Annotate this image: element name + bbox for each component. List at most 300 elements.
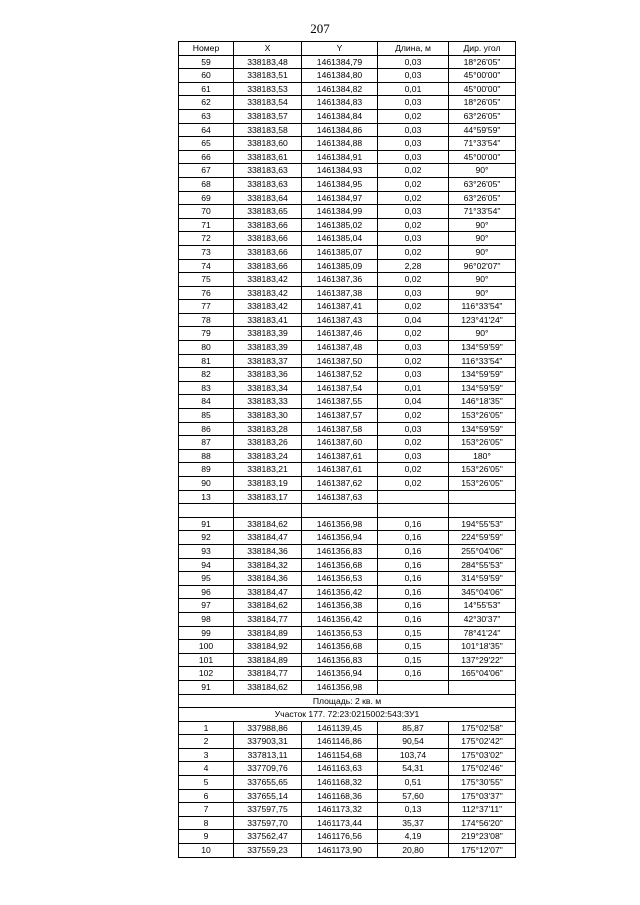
cell-direction-angle: 153°26'05" — [449, 436, 516, 450]
cell-number: 99 — [179, 626, 234, 640]
cell-direction-angle: 90° — [449, 232, 516, 246]
table-row — [179, 776, 516, 790]
cell-y: 1461387,62 — [302, 477, 378, 491]
cell-direction-angle: 116°33'54" — [449, 300, 516, 314]
cell-length: 20,80 — [378, 844, 449, 858]
table-row — [179, 96, 516, 110]
cell-length: 0,02 — [378, 218, 449, 232]
cell-x: 338184,62 — [234, 517, 302, 531]
cell-y: 1461385,09 — [302, 259, 378, 273]
cell-length: 4,19 — [378, 830, 449, 844]
table-row — [179, 327, 516, 341]
table-row — [179, 667, 516, 681]
cell-x: 338183,39 — [234, 327, 302, 341]
cell-length: 103,74 — [378, 748, 449, 762]
cell-y: 1461356,98 — [302, 680, 378, 694]
cell-x: 338183,42 — [234, 300, 302, 314]
cell-y: 1461173,90 — [302, 844, 378, 858]
cell-length: 0,03 — [378, 232, 449, 246]
cell-y: 1461356,42 — [302, 612, 378, 626]
cell-direction-angle: 90° — [449, 273, 516, 287]
cell-direction-angle: 174°56'20" — [449, 816, 516, 830]
cell-x: 338183,42 — [234, 286, 302, 300]
cell-length: 0,16 — [378, 667, 449, 681]
cell-x: 338183,66 — [234, 232, 302, 246]
table-row — [179, 82, 516, 96]
table-row — [179, 572, 516, 586]
cell-x: 338183,66 — [234, 245, 302, 259]
cell-y: 1461384,99 — [302, 205, 378, 219]
cell-direction-angle: 134°59'59" — [449, 422, 516, 436]
section-title: Участок 177. 72:23:0215002:543:ЗУ1 — [179, 708, 516, 722]
table-row — [179, 789, 516, 803]
cell-number: 76 — [179, 286, 234, 300]
cell-direction-angle — [449, 504, 516, 518]
cell-direction-angle: 314°59'59" — [449, 572, 516, 586]
cell-y: 1461384,93 — [302, 164, 378, 178]
cell-direction-angle: 146°18'35" — [449, 395, 516, 409]
cell-x: 338183,66 — [234, 259, 302, 273]
table-row — [179, 409, 516, 423]
cell-length: 0,02 — [378, 177, 449, 191]
cell-number: 9 — [179, 830, 234, 844]
cell-length: 0,03 — [378, 449, 449, 463]
cell-x: 338183,61 — [234, 150, 302, 164]
cell-length: 0,02 — [378, 300, 449, 314]
cell-y: 1461387,41 — [302, 300, 378, 314]
cell-y: 1461387,43 — [302, 313, 378, 327]
cell-y: 1461387,50 — [302, 354, 378, 368]
cell-x: 338184,77 — [234, 667, 302, 681]
cell-number: 13 — [179, 490, 234, 504]
cell-number: 89 — [179, 463, 234, 477]
cell-number: 61 — [179, 82, 234, 96]
cell-number: 102 — [179, 667, 234, 681]
cell-direction-angle: 175°02'46" — [449, 762, 516, 776]
cell-y: 1461387,36 — [302, 273, 378, 287]
cell-number: 87 — [179, 436, 234, 450]
header-length: Длина, м — [378, 42, 449, 56]
table-row — [179, 477, 516, 491]
cell-direction-angle: 44°59'59" — [449, 123, 516, 137]
cell-length: 0,02 — [378, 245, 449, 259]
cell-y: 1461387,63 — [302, 490, 378, 504]
cell-length: 54,31 — [378, 762, 449, 776]
cell-direction-angle: 134°59'59" — [449, 341, 516, 355]
cell-x: 338184,32 — [234, 558, 302, 572]
cell-length: 57,60 — [378, 789, 449, 803]
cell-length: 0,16 — [378, 558, 449, 572]
cell-direction-angle: 219°23'08" — [449, 830, 516, 844]
table-row — [179, 177, 516, 191]
cell-direction-angle: 180° — [449, 449, 516, 463]
cell-number: 88 — [179, 449, 234, 463]
cell-number: 8 — [179, 816, 234, 830]
cell-direction-angle: 90° — [449, 286, 516, 300]
cell-length: 0,03 — [378, 150, 449, 164]
cell-number: 79 — [179, 327, 234, 341]
cell-y: 1461356,42 — [302, 585, 378, 599]
table-row — [179, 245, 516, 259]
cell-y: 1461163,63 — [302, 762, 378, 776]
cell-x: 338184,89 — [234, 626, 302, 640]
cell-y: 1461384,84 — [302, 109, 378, 123]
cell-x: 338183,53 — [234, 82, 302, 96]
cell-y: 1461387,55 — [302, 395, 378, 409]
cell-x: 338184,62 — [234, 680, 302, 694]
cell-number: 60 — [179, 69, 234, 83]
table-row — [179, 218, 516, 232]
cell-x: 338184,47 — [234, 585, 302, 599]
cell-x: 338183,48 — [234, 55, 302, 69]
cell-x: 338184,36 — [234, 572, 302, 586]
cell-number: 63 — [179, 109, 234, 123]
cell-number: 10 — [179, 844, 234, 858]
cell-direction-angle: 175°03'37" — [449, 789, 516, 803]
cell-number: 70 — [179, 205, 234, 219]
cell-length: 0,16 — [378, 585, 449, 599]
cell-number: 66 — [179, 150, 234, 164]
cell-number: 96 — [179, 585, 234, 599]
cell-direction-angle: 14°55'53" — [449, 599, 516, 613]
cell-y: 1461387,46 — [302, 327, 378, 341]
cell-x: 338184,77 — [234, 612, 302, 626]
cell-y: 1461384,97 — [302, 191, 378, 205]
cell-length: 0,01 — [378, 82, 449, 96]
table-row — [179, 109, 516, 123]
cell-direction-angle: 116°33'54" — [449, 354, 516, 368]
cell-length — [378, 490, 449, 504]
cell-number: 69 — [179, 191, 234, 205]
table-row — [179, 259, 516, 273]
cell-x: 338183,33 — [234, 395, 302, 409]
cell-direction-angle: 45°00'00" — [449, 82, 516, 96]
cell-x: 338183,36 — [234, 368, 302, 382]
cell-number: 74 — [179, 259, 234, 273]
table-row — [179, 803, 516, 817]
section-title-row — [179, 708, 516, 722]
cell-number: 82 — [179, 368, 234, 382]
cell-direction-angle: 96°02'07" — [449, 259, 516, 273]
cell-length — [378, 504, 449, 518]
cell-number: 3 — [179, 748, 234, 762]
cell-length: 2,28 — [378, 259, 449, 273]
table-row — [179, 341, 516, 355]
cell-direction-angle: 42°30'37" — [449, 612, 516, 626]
cell-y: 1461384,86 — [302, 123, 378, 137]
cell-number: 91 — [179, 680, 234, 694]
cell-number: 64 — [179, 123, 234, 137]
cell-y: 1461384,88 — [302, 137, 378, 151]
cell-length: 85,87 — [378, 721, 449, 735]
cell-y: 1461168,32 — [302, 776, 378, 790]
cell-length: 0,16 — [378, 612, 449, 626]
cell-direction-angle: 18°26'05" — [449, 96, 516, 110]
cell-y: 1461154,68 — [302, 748, 378, 762]
table-row — [179, 531, 516, 545]
cell-number: 78 — [179, 313, 234, 327]
cell-number: 59 — [179, 55, 234, 69]
cell-length: 0,03 — [378, 137, 449, 151]
cell-number — [179, 504, 234, 518]
cell-length: 0,02 — [378, 463, 449, 477]
cell-number: 84 — [179, 395, 234, 409]
cell-direction-angle: 153°26'05" — [449, 477, 516, 491]
table-row — [179, 191, 516, 205]
cell-number: 101 — [179, 653, 234, 667]
cell-number: 5 — [179, 776, 234, 790]
cell-x: 337903,31 — [234, 735, 302, 749]
cell-direction-angle: 175°02'58" — [449, 721, 516, 735]
table-row — [179, 748, 516, 762]
cell-direction-angle: 345°04'06" — [449, 585, 516, 599]
cell-y: 1461356,68 — [302, 558, 378, 572]
cell-y: 1461385,04 — [302, 232, 378, 246]
cell-direction-angle: 90° — [449, 164, 516, 178]
table-row — [179, 137, 516, 151]
cell-number: 100 — [179, 640, 234, 654]
cell-x: 338184,47 — [234, 531, 302, 545]
cell-x: 338183,24 — [234, 449, 302, 463]
table-body — [179, 55, 516, 857]
cell-x: 338183,57 — [234, 109, 302, 123]
cell-direction-angle: 90° — [449, 218, 516, 232]
cell-y: 1461387,61 — [302, 449, 378, 463]
cell-length: 0,03 — [378, 422, 449, 436]
cell-x: 338183,19 — [234, 477, 302, 491]
header-number: Номер — [179, 42, 234, 56]
table-row — [179, 273, 516, 287]
cell-direction-angle: 18°26'05" — [449, 55, 516, 69]
cell-y: 1461146,86 — [302, 735, 378, 749]
coordinates-table — [178, 41, 516, 858]
cell-direction-angle: 255°04'06" — [449, 544, 516, 558]
cell-direction-angle: 175°30'55" — [449, 776, 516, 790]
page-number: 207 — [310, 21, 330, 36]
cell-direction-angle: 175°02'42" — [449, 735, 516, 749]
cell-direction-angle: 175°12'07" — [449, 844, 516, 858]
cell-y: 1461387,48 — [302, 341, 378, 355]
cell-length: 0,16 — [378, 572, 449, 586]
cell-y: 1461387,58 — [302, 422, 378, 436]
table-row — [179, 762, 516, 776]
cell-direction-angle: 123°41'24" — [449, 313, 516, 327]
cell-x: 338183,37 — [234, 354, 302, 368]
cell-x: 338184,36 — [234, 544, 302, 558]
cell-number: 92 — [179, 531, 234, 545]
cell-length: 0,02 — [378, 164, 449, 178]
cell-y: 1461384,91 — [302, 150, 378, 164]
cell-number: 85 — [179, 409, 234, 423]
cell-x: 337655,65 — [234, 776, 302, 790]
table-row — [179, 150, 516, 164]
cell-direction-angle: 45°00'00" — [449, 69, 516, 83]
cell-number: 65 — [179, 137, 234, 151]
table-row — [179, 626, 516, 640]
cell-number: 86 — [179, 422, 234, 436]
cell-x: 338183,41 — [234, 313, 302, 327]
cell-direction-angle: 101°18'35" — [449, 640, 516, 654]
cell-direction-angle: 78°41'24" — [449, 626, 516, 640]
table-row — [179, 558, 516, 572]
table-row — [179, 517, 516, 531]
table-row — [179, 232, 516, 246]
cell-length: 0,01 — [378, 381, 449, 395]
cell-y: 1461173,32 — [302, 803, 378, 817]
cell-x: 338183,28 — [234, 422, 302, 436]
cell-number: 75 — [179, 273, 234, 287]
cell-length: 0,02 — [378, 477, 449, 491]
cell-length: 0,16 — [378, 517, 449, 531]
cell-length: 0,02 — [378, 191, 449, 205]
cell-number: 7 — [179, 803, 234, 817]
cell-length: 0,16 — [378, 544, 449, 558]
area-note: Площадь: 2 кв. м — [179, 694, 516, 708]
cell-x: 338183,60 — [234, 137, 302, 151]
cell-direction-angle: 90° — [449, 245, 516, 259]
header-x: X — [234, 42, 302, 56]
cell-direction-angle — [449, 490, 516, 504]
cell-y: 1461387,60 — [302, 436, 378, 450]
cell-y: 1461356,38 — [302, 599, 378, 613]
cell-y: 1461387,61 — [302, 463, 378, 477]
cell-number: 95 — [179, 572, 234, 586]
cell-x: 338183,30 — [234, 409, 302, 423]
cell-length — [378, 680, 449, 694]
cell-y: 1461356,53 — [302, 572, 378, 586]
cell-length: 0,02 — [378, 354, 449, 368]
cell-number: 91 — [179, 517, 234, 531]
cell-number: 81 — [179, 354, 234, 368]
cell-y: 1461384,79 — [302, 55, 378, 69]
cell-x: 337559,23 — [234, 844, 302, 858]
cell-number: 71 — [179, 218, 234, 232]
cell-direction-angle: 71°33'54" — [449, 205, 516, 219]
cell-length: 0,02 — [378, 409, 449, 423]
cell-length: 0,04 — [378, 395, 449, 409]
table-row — [179, 680, 516, 694]
cell-length: 0,02 — [378, 109, 449, 123]
table-row — [179, 354, 516, 368]
table-header-row — [179, 42, 516, 56]
cell-y: 1461173,44 — [302, 816, 378, 830]
cell-number: 83 — [179, 381, 234, 395]
cell-length: 0,02 — [378, 327, 449, 341]
cell-direction-angle: 63°26'05" — [449, 109, 516, 123]
cell-number: 72 — [179, 232, 234, 246]
cell-x: 338183,21 — [234, 463, 302, 477]
table-row — [179, 313, 516, 327]
cell-number: 4 — [179, 762, 234, 776]
cell-x — [234, 504, 302, 518]
cell-y: 1461356,68 — [302, 640, 378, 654]
header-direction-angle: Дир. угол — [449, 42, 516, 56]
cell-y: 1461168,36 — [302, 789, 378, 803]
cell-x: 337709,76 — [234, 762, 302, 776]
cell-x: 338183,39 — [234, 341, 302, 355]
table-row — [179, 55, 516, 69]
table-row — [179, 449, 516, 463]
table-row — [179, 436, 516, 450]
cell-length: 0,02 — [378, 273, 449, 287]
cell-number: 97 — [179, 599, 234, 613]
cell-number: 6 — [179, 789, 234, 803]
table-row — [179, 844, 516, 858]
header-y: Y — [302, 42, 378, 56]
cell-length: 0,03 — [378, 123, 449, 137]
cell-direction-angle: 112°37'11" — [449, 803, 516, 817]
table-row — [179, 816, 516, 830]
cell-x: 338183,66 — [234, 218, 302, 232]
cell-direction-angle: 45°00'00" — [449, 150, 516, 164]
cell-x: 338183,42 — [234, 273, 302, 287]
area-row — [179, 694, 516, 708]
cell-y — [302, 504, 378, 518]
cell-y: 1461356,83 — [302, 544, 378, 558]
cell-number: 67 — [179, 164, 234, 178]
table-row — [179, 300, 516, 314]
cell-length: 0,03 — [378, 55, 449, 69]
cell-number: 77 — [179, 300, 234, 314]
cell-length: 0,03 — [378, 368, 449, 382]
cell-x: 338183,63 — [234, 164, 302, 178]
table-row — [179, 504, 516, 518]
cell-x: 338183,51 — [234, 69, 302, 83]
cell-length: 90,54 — [378, 735, 449, 749]
cell-x: 337655,14 — [234, 789, 302, 803]
table-row — [179, 721, 516, 735]
cell-length: 0,03 — [378, 205, 449, 219]
cell-y: 1461139,45 — [302, 721, 378, 735]
table-row — [179, 735, 516, 749]
cell-direction-angle: 194°55'53" — [449, 517, 516, 531]
table-row — [179, 463, 516, 477]
cell-y: 1461356,53 — [302, 626, 378, 640]
cell-y: 1461387,57 — [302, 409, 378, 423]
table-row — [179, 69, 516, 83]
cell-number: 68 — [179, 177, 234, 191]
cell-length: 0,15 — [378, 640, 449, 654]
table-row — [179, 490, 516, 504]
cell-direction-angle: 224°59'59" — [449, 531, 516, 545]
cell-direction-angle: 153°26'05" — [449, 463, 516, 477]
cell-x: 337597,70 — [234, 816, 302, 830]
cell-direction-angle: 153°26'05" — [449, 409, 516, 423]
cell-x: 338183,58 — [234, 123, 302, 137]
cell-y: 1461387,38 — [302, 286, 378, 300]
cell-length: 0,16 — [378, 531, 449, 545]
cell-length: 0,04 — [378, 313, 449, 327]
cell-direction-angle: 134°59'59" — [449, 368, 516, 382]
cell-x: 337597,75 — [234, 803, 302, 817]
cell-direction-angle: 137°29'22" — [449, 653, 516, 667]
cell-length: 0,15 — [378, 626, 449, 640]
cell-length: 0,15 — [378, 653, 449, 667]
cell-direction-angle: 175°03'02" — [449, 748, 516, 762]
cell-y: 1461384,80 — [302, 69, 378, 83]
cell-x: 338183,63 — [234, 177, 302, 191]
cell-number: 90 — [179, 477, 234, 491]
cell-y: 1461384,83 — [302, 96, 378, 110]
table-row — [179, 612, 516, 626]
cell-number: 80 — [179, 341, 234, 355]
cell-x: 338184,89 — [234, 653, 302, 667]
table-row — [179, 585, 516, 599]
cell-x: 338183,64 — [234, 191, 302, 205]
table-row — [179, 205, 516, 219]
cell-direction-angle: 165°04'06" — [449, 667, 516, 681]
table-row — [179, 544, 516, 558]
